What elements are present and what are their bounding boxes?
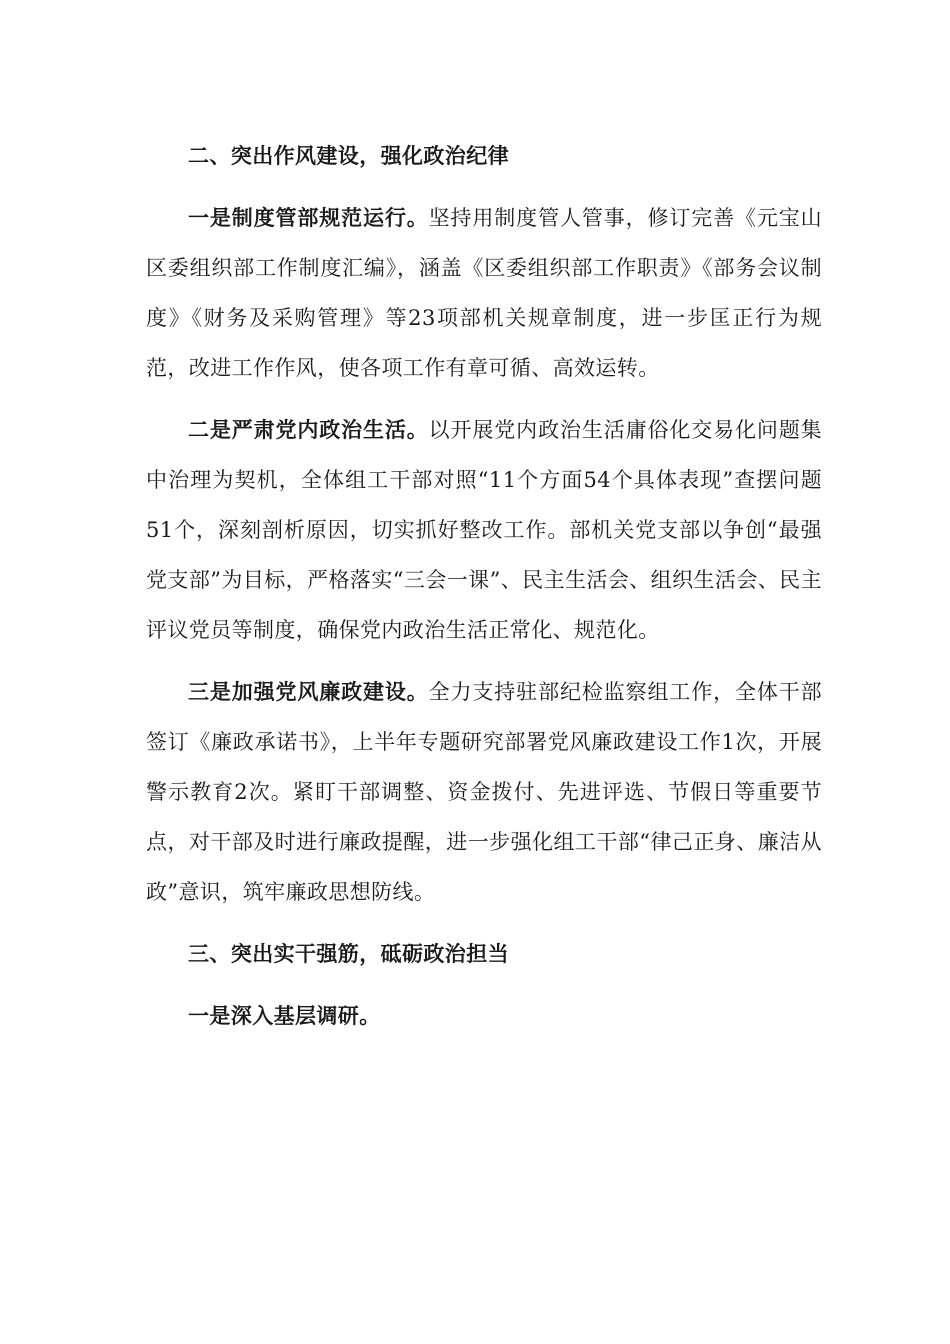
paragraph-body: 以开展党内政治生活庸俗化交易化问题集中治理为契机，全体组工干部对照“11个方面54个具体表现”查摆问题51个，深刻剖析原因，切实抓好整改工作。部机关党支部以争创“最强党支部”为目标，严格落实“三会一课”、民主生活会、组织生活会、民主评议党员等制度，确保党内政治生活正常化、规范化。 <box>146 418 823 642</box>
paragraph-body: 坚持用制度管人管事，修订完善《元宝山区委组织部工作制度汇编》，涵盖《区委组织部工作职责》《部务会议制度》《财务及采购管理》等23项部机关规章制度，进一步匡正行为规范，改进工作作风，使各项工作有章可循、高效运转。 <box>146 206 823 380</box>
paragraph-body: 全力支持驻部纪检监察组工作，全体干部签订《廉政承诺书》，上半年专题研究部署党风廉政建设工作1次，开展警示教育2次。紧盯干部调整、资金拨付、先进评选、节假日等重要节点，对干部及时进行廉政提醒，进一步强化组工干部“律己正身、廉洁从政”意识，筑牢廉政思想防线。 <box>146 680 823 904</box>
paragraph <box>146 667 822 917</box>
paragraph-lead: 一是制度管部规范运行。 <box>188 205 429 230</box>
paragraph <box>146 991 822 1041</box>
paragraph-lead: 三是加强党风廉政建设。 <box>188 679 429 704</box>
section-heading: 二、突出作风建设，强化政治纪律 <box>188 143 509 168</box>
paragraph-lead: 一是深入基层调研。 <box>188 1003 381 1028</box>
paragraph <box>146 193 822 393</box>
paragraph <box>146 405 822 655</box>
paragraph-lead: 二是严肃党内政治生活。 <box>188 417 429 442</box>
section-heading: 三、突出实干强筋，砥砺政治担当 <box>188 941 509 966</box>
document-body <box>146 131 822 1053</box>
